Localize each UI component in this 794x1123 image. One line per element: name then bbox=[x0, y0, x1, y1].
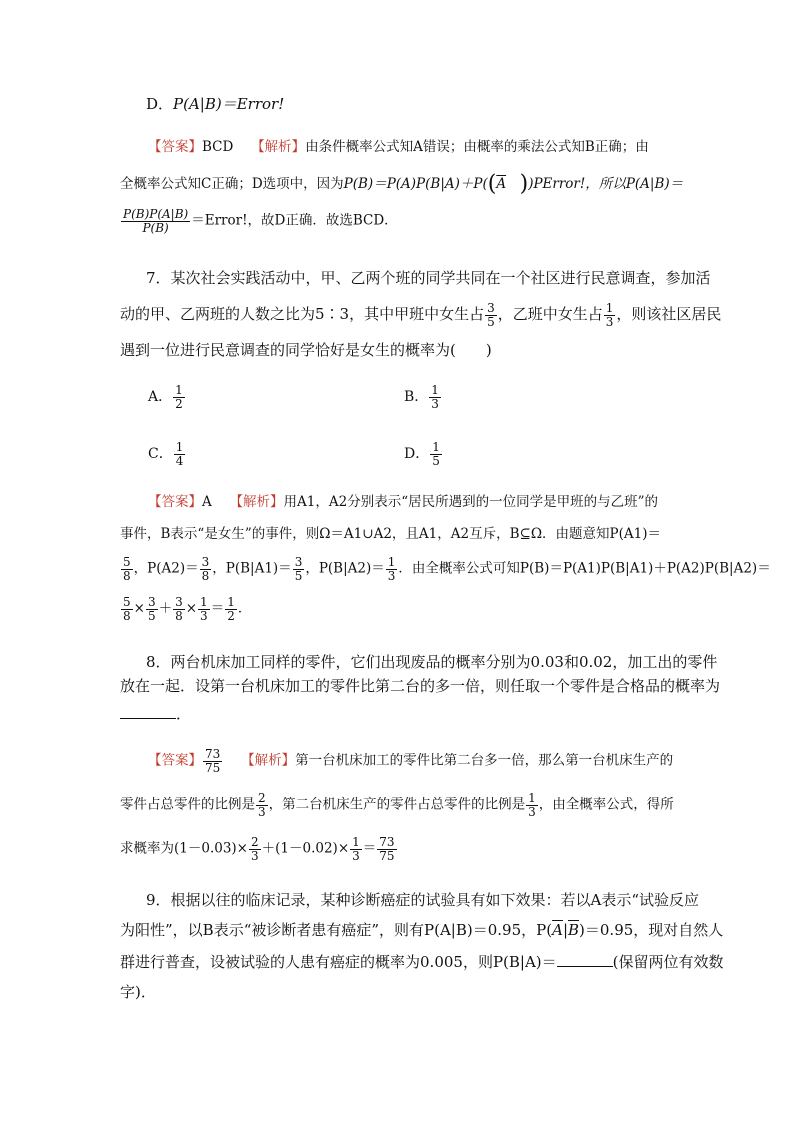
q7-explanation-line-1: 【答案】A 【解析】用A1，A2分别表示“居民所遇到的一位同学是甲班的与乙班”的 bbox=[148, 494, 659, 510]
q6-explanation-line-2: 全概率公式知C正确；D选项中，因为$P(B)=P(A)P(B|A)+P((\overline{A}$ ))PError!，所以P(A|B)＝ bbox=[120, 171, 684, 197]
answer-value: BCD bbox=[202, 139, 234, 155]
q9-stem-line-4: 字)． bbox=[120, 983, 156, 1001]
q9-stem-line-3: 群进行普查，设被试验的人患有癌症的概率为0.005，则P(B|A)＝ (保留两位有效数 bbox=[120, 953, 724, 971]
answer-blank bbox=[120, 704, 176, 719]
q7-option-a: A． $\frac{1}{2}$ bbox=[148, 383, 183, 411]
answer-tag: 【答案】 bbox=[148, 139, 202, 155]
q7-explanation-line-3: $\frac{5}{8}$ ，P(A2)＝ $\frac{3}{8}$ ，P(B|A1)＝ $\frac{3}{5}$ ，P(B|A2)＝ $\frac{1}{3}$ ．由全概率公式可知P(B)＝P(A1)P(B|A1)＋P(A2)P(B|A2)＝ bbox=[123, 555, 771, 583]
q7-option-b: B． $\frac{1}{3}$ bbox=[404, 383, 439, 411]
analysis-tag: 【解析】 bbox=[251, 139, 306, 155]
q7-explanation-line-4: $\frac{5}{8}$ × $\frac{3}{5}$ ＋ $\frac{3}{8}$ × $\frac{1}{3}$ ＝ $\frac{1}{2}$ ． bbox=[123, 595, 252, 623]
q7-explanation-line-2: 事件，B表示“是女生”的事件，则Ω＝A1∪A2，且A1，A2互斥，B⊆Ω．由题意知P(A1)＝ bbox=[120, 526, 661, 542]
q8-stem-line-1: 8．两台机床加工同样的零件，它们出现废品的概率分别为0.03和0.02，加工出的零件 bbox=[146, 653, 718, 671]
answer-value: $\frac{73}{75}$ bbox=[205, 747, 221, 775]
q7-stem-line-2: 动的甲、乙两班的人数之比为5∶3，其中甲班中女生占 $\frac{3}{5}$ ，乙班中女生占 $\frac{1}{3}$ ，则该社区居民 bbox=[120, 301, 722, 329]
answer-blank bbox=[557, 952, 613, 967]
q6-explanation-line-3: $\frac{P(B)P(A|B)}{P(B)}$ ＝Error!，故D正确．故选BCD． bbox=[123, 207, 398, 235]
q9-stem-line-2: 为阳性”，以B表示“被诊断者患有癌症”，则有P(A|B)＝0.95，$P(\overline{A}|\overline{B})=0.95$，现对自然人 bbox=[120, 921, 724, 939]
q9-stem-line-1: 9．根据以往的临床记录，某种诊断癌症的试验具有如下效果：若以A表示“试验反应 bbox=[146, 891, 700, 909]
q7-stem-line-1: 7．某次社会实践活动中，甲、乙两个班的同学共同在一个社区进行民意调查，参加活 bbox=[146, 269, 711, 287]
q8-explanation-line-3: 求概率为(1－0.03)× $\frac{2}{3}$ ＋(1－0.02)× $\frac{1}{3}$ ＝ $\frac{73}{75}$ bbox=[120, 835, 395, 863]
fraction: $\frac{P(B)P(A|B)}{P(B)}$ bbox=[123, 207, 189, 235]
q8-explanation-line-1: 【答案】 $\frac{73}{75}$ 【解析】第一台机床加工的零件比第二台多一倍，那么第一台机床生产的 bbox=[148, 747, 674, 775]
q7-option-c: C． $\frac{1}{4}$ bbox=[148, 440, 184, 468]
q6-option-d bbox=[146, 92, 284, 116]
q8-stem-line-3: ． bbox=[120, 702, 191, 726]
option-label: D． bbox=[146, 95, 174, 113]
q6-explanation-line-1 bbox=[148, 135, 649, 159]
q8-explanation-line-2: 零件占总零件的比例是 $\frac{2}{3}$ ，第二台机床生产的零件占总零件的比例是 $\frac{1}{3}$ ，由全概率公式，得所 bbox=[120, 791, 674, 819]
a-complement: $\overline{A}$ bbox=[496, 176, 507, 192]
explanation-text: 由条件概率公式知A错误；由概率的乘法公式知B正确；由 bbox=[305, 139, 649, 155]
q7-stem-line-3: 遇到一位进行民意调查的同学恰好是女生的概率为( ) bbox=[120, 341, 492, 359]
answer-value: A bbox=[202, 494, 212, 510]
q7-option-d: D． $\frac{1}{5}$ bbox=[404, 440, 440, 468]
option-text: P(A|B)＝Error! bbox=[173, 95, 285, 113]
q8-stem-line-2: 放在一起．设第一台机床加工的零件比第二台的多一倍，则任取一个零件是合格品的概率为 bbox=[120, 677, 721, 695]
